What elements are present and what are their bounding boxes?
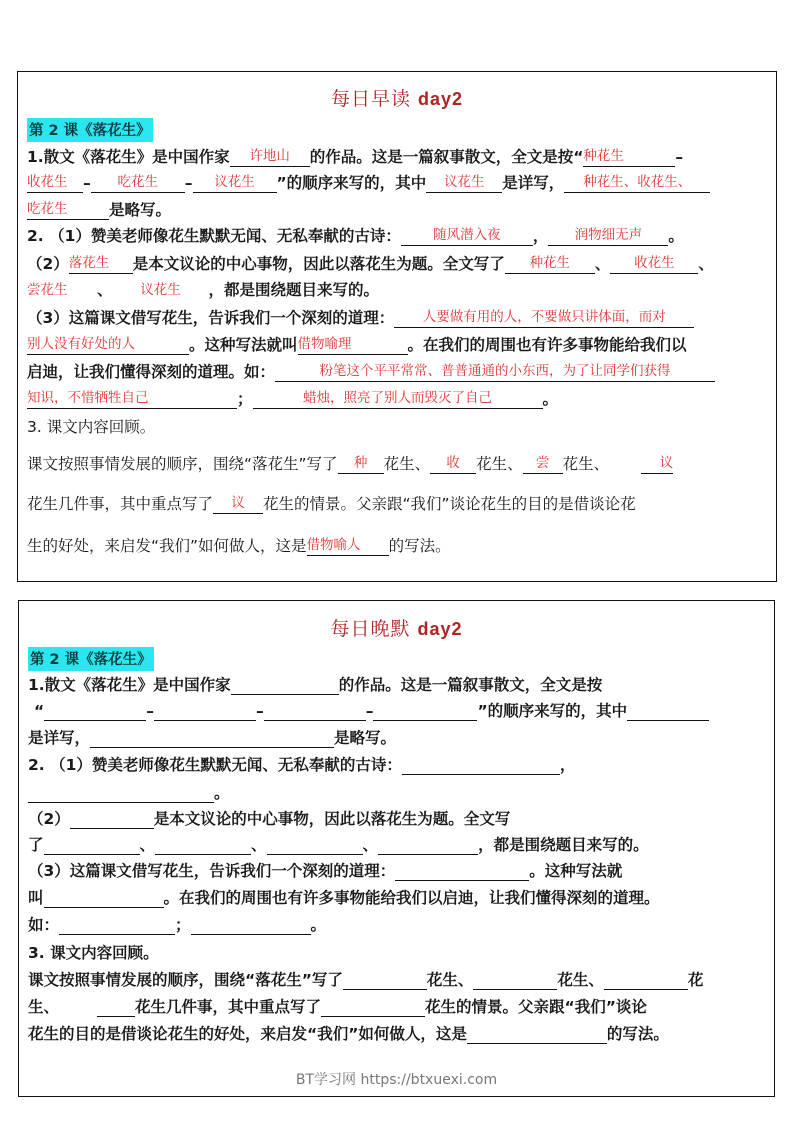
answer-blank[interactable] (27, 388, 237, 409)
q3-heading: 3. 课文内容回顾。 (28, 944, 159, 962)
answer-blank[interactable] (275, 361, 715, 382)
text: 花生的情景。父亲跟“我们”谈论花生的目的是借谈论花 (263, 495, 636, 513)
recap-blank-4[interactable] (97, 996, 135, 1017)
recap-method-blank[interactable] (467, 1023, 607, 1044)
answer-blank[interactable] (27, 334, 189, 355)
q2-part2-line1 (27, 252, 714, 274)
answer-chang: 尝 (535, 455, 550, 471)
example-blank-2[interactable] (191, 914, 311, 935)
q2-part3-line4 (27, 387, 558, 409)
q2-part3-line2 (27, 333, 687, 355)
answer-order-2: 收花生 (27, 174, 68, 190)
answer-blank[interactable] (307, 535, 389, 556)
text: 2. （1）赞美老师像花生默默无闻、无私奉献的古诗： (28, 756, 402, 774)
text: ； (237, 390, 253, 408)
event-blank-1[interactable] (44, 834, 140, 855)
q2-part3-line2 (28, 886, 660, 908)
text: （2） (27, 255, 69, 273)
lesson-label: 第 2 课《落花生》 (28, 647, 154, 671)
text: 。 (214, 784, 230, 802)
text: 是详写， (502, 174, 565, 192)
q1-line-1 (27, 145, 683, 167)
text: 、 (139, 836, 156, 854)
text: – (365, 702, 374, 720)
answer-blank[interactable] (27, 199, 109, 220)
answer-event-4: 议花生 (140, 282, 181, 298)
text: 是略写。 (109, 201, 172, 219)
text: 的作品。这是一篇叙事散文，全文是按“ (309, 148, 584, 166)
answer-focus: 议 (231, 495, 245, 511)
text: 如： (28, 916, 60, 934)
text: 2. （1）赞美老师像花生默默无闻、无私奉献的古诗： (27, 227, 401, 245)
text: 花生、 (476, 455, 523, 473)
answer-blank[interactable] (253, 388, 543, 409)
text: – (675, 148, 684, 166)
text: 的写法。 (606, 1025, 669, 1043)
answer-truth: 人要做有用的人，不要做只讲体面，而对 (422, 309, 666, 325)
lesson-label: 第 2 课《落花生》 (27, 118, 153, 142)
text: 花生、 (383, 455, 431, 473)
title-en: day2 (418, 89, 464, 109)
text: 、 (594, 255, 611, 273)
text: 花生、 (562, 455, 610, 473)
answer-blank[interactable] (401, 225, 533, 246)
order-blank-2[interactable] (154, 700, 256, 721)
text: 、 (97, 281, 113, 299)
event-blank-3[interactable] (267, 834, 363, 855)
title-cn: 每日晚默 (330, 618, 411, 640)
detail-blank[interactable] (627, 700, 709, 721)
text: “ (34, 702, 45, 720)
title-en: day2 (417, 619, 463, 639)
answer-center: 落花生 (68, 255, 110, 271)
answer-yi: 议 (659, 455, 674, 471)
truth-blank[interactable] (395, 860, 529, 881)
q2-part1 (27, 224, 684, 246)
order-blank-1[interactable] (44, 700, 146, 721)
text: 。这种写法就 (529, 862, 623, 880)
text: 、 (362, 836, 379, 854)
order-blank-3[interactable] (264, 700, 366, 721)
answer-brief-2: 吃花生 (27, 201, 68, 217)
method-blank[interactable] (44, 887, 164, 908)
brief-blank[interactable] (90, 727, 334, 748)
answer-order-1: 种花生 (583, 148, 624, 164)
answer-event-1: 种花生 (529, 255, 571, 271)
answer-blank[interactable] (641, 453, 673, 474)
answer-blank[interactable] (523, 453, 563, 474)
answer-blank[interactable] (298, 334, 408, 355)
evening-title (19, 614, 774, 641)
text: 是详写， (28, 729, 91, 747)
site-footer: BT学习网 https://btxuexi.com (295, 1072, 498, 1088)
evening-dictation-card (18, 600, 775, 1097)
text: 花生的目的是借谈论花生的好处，来启发“我们”如何做人，这是 (28, 1025, 467, 1043)
answer-event-3: 尝花生 (27, 282, 68, 298)
answer-blank[interactable] (69, 253, 133, 274)
q2-part3-line3 (28, 913, 326, 935)
answer-blank[interactable] (91, 172, 185, 193)
q3-line-2 (28, 995, 647, 1017)
text: 生的好处，来启发“我们”如何做人，这是 (27, 537, 307, 555)
q2-part2-line2 (28, 833, 649, 855)
answer-blank[interactable] (193, 172, 277, 193)
answer-blank[interactable] (564, 172, 710, 193)
text: 1.散文《落花生》是中国作家 (27, 148, 230, 166)
q3-line-1 (27, 452, 673, 474)
answer-blank[interactable] (505, 253, 595, 274)
author-blank[interactable] (231, 674, 339, 695)
text: 是本文议论的中心事物，因此以落花生为题。全文写了 (132, 255, 505, 273)
text: 的作品。这是一篇叙事散文，全文是按 (338, 676, 603, 694)
text: 。这种写法就叫 (189, 336, 298, 354)
morning-title (18, 84, 776, 111)
answer-blank[interactable] (430, 453, 476, 474)
text: ”的顺序来写的，其中 (276, 174, 427, 192)
q1-line-3 (28, 726, 396, 748)
morning-reading-card (17, 71, 777, 582)
answer-event-2: 收花生 (634, 255, 675, 271)
answer-blank[interactable] (610, 253, 698, 274)
answer-zhong: 种 (353, 455, 368, 471)
order-blank-4[interactable] (373, 700, 477, 721)
q2-part2-line1 (28, 807, 510, 829)
q3-line-2 (27, 492, 636, 514)
text: 。 (542, 390, 559, 408)
q1-line-1 (28, 673, 602, 695)
q1-line-3 (27, 198, 171, 220)
answer-blank[interactable] (583, 146, 675, 167)
text: 。在我们的周围也有许多事物能给我们以 (407, 336, 687, 354)
q1-line-2 (27, 171, 710, 193)
text: – (255, 702, 264, 720)
text: 生、 (28, 998, 60, 1016)
answer-blank[interactable] (426, 172, 502, 193)
poem-blank-1[interactable] (402, 754, 560, 775)
answer-blank[interactable] (213, 493, 263, 514)
text: ； (175, 916, 191, 934)
poem-blank-2[interactable] (28, 782, 214, 803)
text: 叫 (28, 889, 44, 907)
q2-part3-line3 (27, 360, 715, 382)
text: 花 (687, 971, 704, 989)
answer-order-4: 议花生 (214, 174, 255, 190)
text: ，都是围绕题目来写的。 (208, 281, 380, 299)
text: ， (559, 756, 576, 774)
text: 课文按照事情发展的顺序，围绕“落花生”写了 (28, 971, 343, 989)
text: – (146, 702, 154, 720)
q1-line-2 (28, 699, 709, 721)
text: 。 (668, 227, 684, 245)
q2-part3-line1 (28, 859, 622, 881)
q3-line-3 (28, 1022, 669, 1044)
answer-author: 许地山 (249, 148, 290, 164)
q2-part1-cont (28, 781, 230, 803)
answer-brief: 种花生、收花生、 (583, 174, 692, 190)
text: 课文按照事情发展的顺序，围绕“落花生”写了 (27, 455, 338, 473)
answer-example-1b: 知识，不惜牺牲自己 (27, 390, 149, 406)
recap-focus-blank[interactable] (321, 996, 425, 1017)
text: （2） (28, 810, 70, 828)
text: 花生、 (557, 971, 604, 989)
text: 花生几件事，其中重点写了 (27, 495, 214, 513)
text: （3）这篇课文借写花生，告诉我们一个深刻的道理： (27, 309, 395, 327)
text: 花生几件事，其中重点写了 (135, 998, 322, 1016)
answer-blank[interactable] (394, 307, 694, 328)
text: – (184, 174, 193, 192)
event-blank-2[interactable] (155, 834, 251, 855)
q2-part3-line1 (27, 306, 694, 328)
q3-line-1 (28, 968, 703, 990)
recap-blank-2[interactable] (473, 969, 557, 990)
answer-truth-2: 别人没有好处的人 (27, 336, 135, 352)
answer-blank[interactable] (338, 453, 384, 474)
text: 、 (251, 836, 267, 854)
text: （3）这篇课文借写花生，告诉我们一个深刻的道理： (28, 862, 396, 880)
answer-blank[interactable] (27, 172, 83, 193)
text: 的写法。 (388, 537, 451, 555)
q3-line-3 (27, 534, 451, 556)
recap-blank-1[interactable] (343, 969, 427, 990)
text: 。在我们的周围也有许多事物能给我们以启迪，让我们懂得深刻的道理。 (163, 889, 660, 907)
answer-detail: 议花生 (443, 174, 485, 190)
answer-example-2: 蜡烛，照亮了别人而毁灭了自己 (303, 390, 493, 406)
event-blank-4[interactable] (378, 834, 478, 855)
answer-poem-2: 润物细无声 (574, 227, 643, 243)
text: 是略写。 (334, 729, 397, 747)
title-cn: 每日早读 (330, 88, 411, 110)
answer-example-1: 粉笔这个平平常常、普普通通的小东西，为了让同学们获得 (319, 363, 671, 379)
answer-blank[interactable] (230, 146, 310, 167)
q2-part1 (28, 753, 575, 775)
answer-poem-1: 随风潜入夜 (433, 227, 501, 243)
text: 1.散文《落花生》是中国作家 (28, 676, 231, 694)
text: ， (532, 227, 549, 245)
answer-blank[interactable] (548, 225, 668, 246)
text: – (83, 174, 91, 192)
recap-blank-3[interactable] (604, 969, 688, 990)
text: 了 (28, 836, 44, 854)
answer-shou: 收 (446, 455, 460, 471)
text: 花生的情景。父亲跟“我们”谈论 (425, 998, 647, 1016)
answer-blank[interactable] (113, 280, 209, 300)
text: ”的顺序来写的，其中 (477, 702, 628, 720)
q2-part2-line2 (27, 278, 379, 300)
answer-method: 借物喻理 (297, 336, 352, 352)
answer-method-2: 借物喻人 (306, 537, 361, 553)
text: ，都是围绕题目来写的。 (478, 836, 649, 854)
text: 。 (310, 916, 327, 934)
text: 是本文议论的中心事物，因此以落花生为题。全文写 (153, 810, 511, 828)
answer-order-3: 吃花生 (117, 174, 158, 190)
example-blank-1[interactable] (59, 914, 175, 935)
text: 启迪，让我们懂得深刻的道理。如： (27, 363, 276, 381)
text: 、 (698, 255, 714, 273)
text: 花生、 (426, 971, 474, 989)
answer-blank[interactable] (27, 280, 97, 300)
q3-heading: 3. 课文内容回顾。 (27, 418, 156, 436)
center-blank[interactable] (70, 808, 154, 829)
